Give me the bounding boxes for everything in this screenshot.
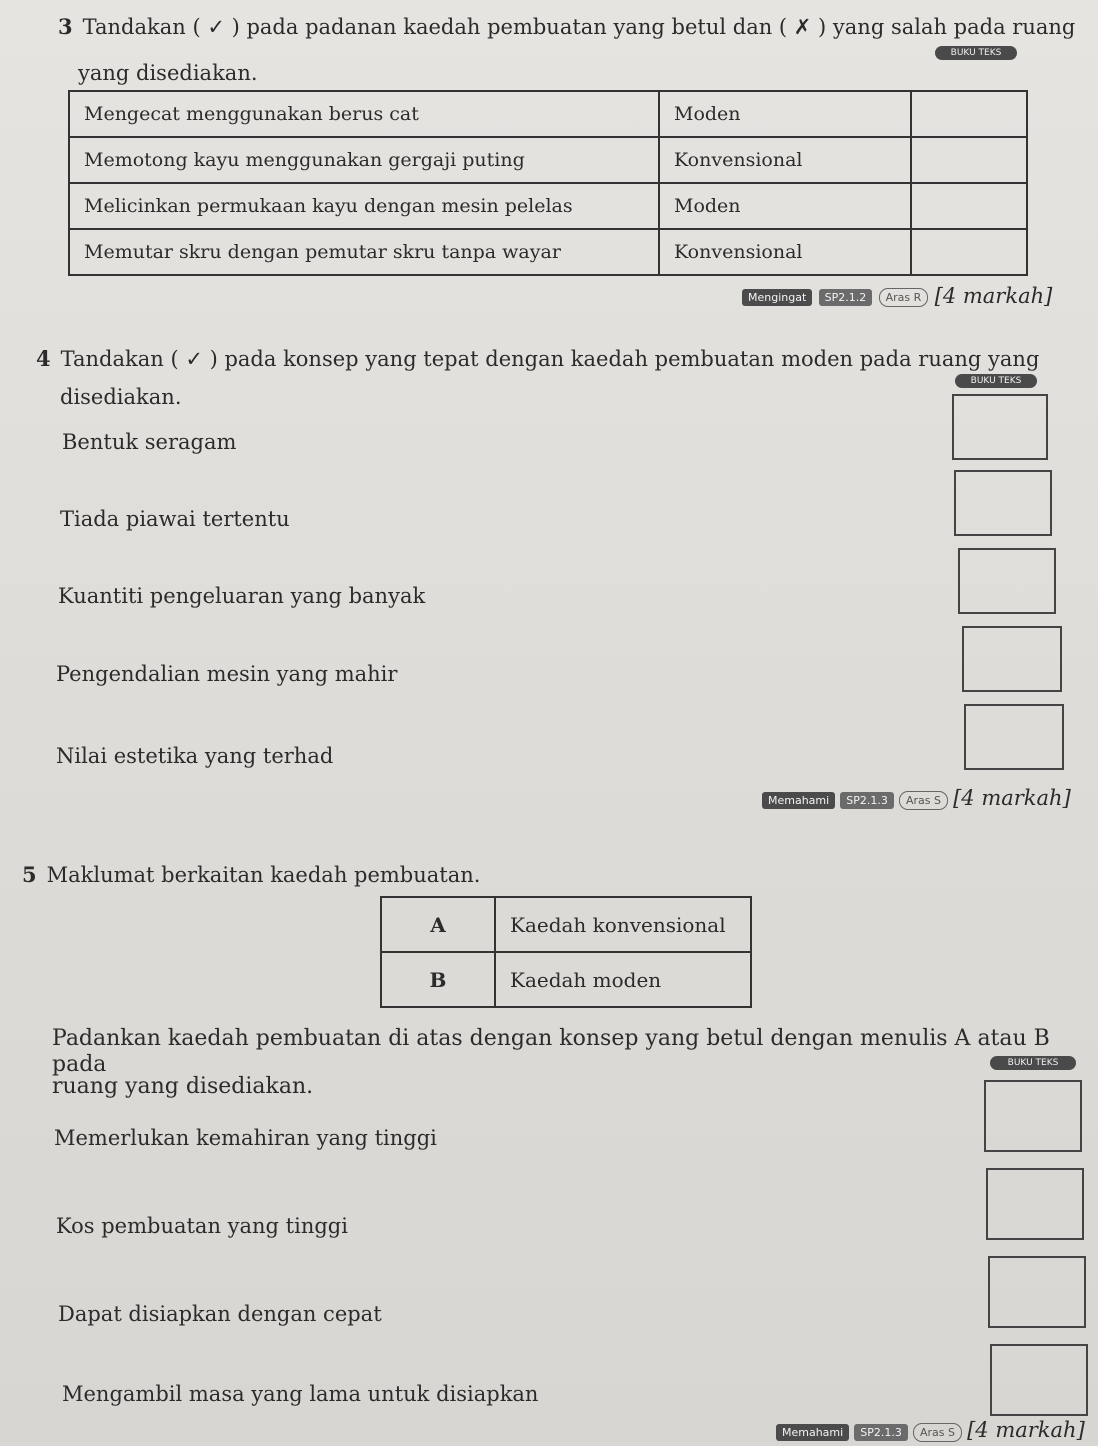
q5-answer-box[interactable]: [984, 1080, 1082, 1152]
q4-item: Tiada piawai tertentu: [60, 507, 290, 531]
method-cell: Konvensional: [659, 137, 911, 183]
q4-answer-box[interactable]: [958, 548, 1056, 614]
q5-line2: ruang yang disediakan.: [52, 1074, 314, 1099]
q5-item: Memerlukan kemahiran yang tinggi: [54, 1126, 437, 1150]
q4-standard-chip: SP2.1.3: [840, 792, 894, 809]
q5-item: Kos pembuatan yang tinggi: [56, 1214, 348, 1238]
activity-cell: Memutar skru dengan pemutar skru tanpa wayar: [69, 229, 659, 275]
q4-item: Nilai estetika yang terhad: [56, 744, 334, 768]
q4-instruction: [36, 346, 1039, 372]
q4-answer-box[interactable]: [952, 394, 1048, 460]
answer-cell[interactable]: [911, 229, 1027, 275]
q3-level-chip: Aras R: [879, 288, 929, 307]
activity-cell: Melicinkan permukaan kayu dengan mesin pelelas: [69, 183, 659, 229]
q5-skill-chip: Memahami: [776, 1424, 849, 1441]
q4-footer: [762, 786, 1071, 810]
q3-table: [68, 90, 1028, 276]
q3-skill-chip: Mengingat: [742, 289, 812, 306]
table-row: [69, 91, 1027, 137]
table-row: [381, 897, 751, 952]
q5-line1: Padankan kaedah pembuatan di atas dengan konsep yang betul dengan menulis A atau B pada: [52, 1026, 1050, 1077]
activity-cell: Memotong kayu menggunakan gergaji puting: [69, 137, 659, 183]
q3-standard-chip: SP2.1.2: [819, 289, 873, 306]
q5-footer: [776, 1418, 1085, 1442]
q3-line1: Tandakan ( ✓ ) pada padanan kaedah pembuatan yang betul dan ( ✗ ) yang salah pada ruang: [82, 15, 1076, 39]
q5-standard-chip: SP2.1.3: [854, 1424, 908, 1441]
q3-textbook-tag: BUKU TEKS: [935, 46, 1017, 60]
q4-textbook-tag: BUKU TEKS: [955, 374, 1037, 388]
method-cell: Konvensional: [659, 229, 911, 275]
table-row: [381, 952, 751, 1007]
q5-title: [22, 862, 480, 888]
q5-answer-box[interactable]: [990, 1344, 1088, 1416]
q5-level-chip: Aras S: [913, 1423, 962, 1442]
activity-cell: Mengecat menggunakan berus cat: [69, 91, 659, 137]
q5-item: Dapat disiapkan dengan cepat: [58, 1302, 382, 1326]
q3-marks: [4 markah]: [934, 284, 1053, 308]
q5-marks: [4 markah]: [967, 1418, 1085, 1442]
q4-item: Bentuk seragam: [62, 430, 237, 454]
q4-line1: Tandakan ( ✓ ) pada konsep yang tepat dengan kaedah pembuatan moden pada ruang yang: [60, 347, 1040, 371]
legend-label: Kaedah konvensional: [495, 897, 751, 952]
answer-cell[interactable]: [911, 137, 1027, 183]
q4-answer-box[interactable]: [964, 704, 1064, 770]
q4-line2: disediakan.: [60, 385, 182, 409]
q3-footer: [742, 284, 1052, 308]
q4-skill-chip: Memahami: [762, 792, 835, 809]
answer-cell[interactable]: [911, 91, 1027, 137]
q4-level-chip: Aras S: [899, 791, 948, 810]
q4-answer-box[interactable]: [962, 626, 1062, 692]
q5-item: Mengambil masa yang lama untuk disiapkan: [62, 1382, 539, 1406]
q4-marks: [4 markah]: [953, 786, 1071, 810]
q3-line2: yang disediakan.: [78, 61, 258, 85]
legend-letter: A: [381, 897, 495, 952]
q3-number: 3: [58, 14, 73, 39]
method-cell: Moden: [659, 183, 911, 229]
q5-number: 5: [22, 862, 37, 887]
q5-answer-box[interactable]: [988, 1256, 1086, 1328]
table-row: [69, 137, 1027, 183]
q5-textbook-tag: BUKU TEKS: [990, 1056, 1076, 1070]
legend-label: Kaedah moden: [495, 952, 751, 1007]
q5-legend-table: [380, 896, 752, 1008]
q4-item: Kuantiti pengeluaran yang banyak: [58, 584, 426, 608]
q4-item: Pengendalian mesin yang mahir: [56, 662, 398, 686]
legend-letter: B: [381, 952, 495, 1007]
q5-answer-box[interactable]: [986, 1168, 1084, 1240]
q4-answer-box[interactable]: [954, 470, 1052, 536]
answer-cell[interactable]: [911, 183, 1027, 229]
q3-instruction: [58, 14, 1075, 40]
method-cell: Moden: [659, 91, 911, 137]
table-row: [69, 229, 1027, 275]
q4-number: 4: [36, 346, 51, 371]
table-row: [69, 183, 1027, 229]
q5-title-text: Maklumat berkaitan kaedah pembuatan.: [46, 863, 481, 887]
